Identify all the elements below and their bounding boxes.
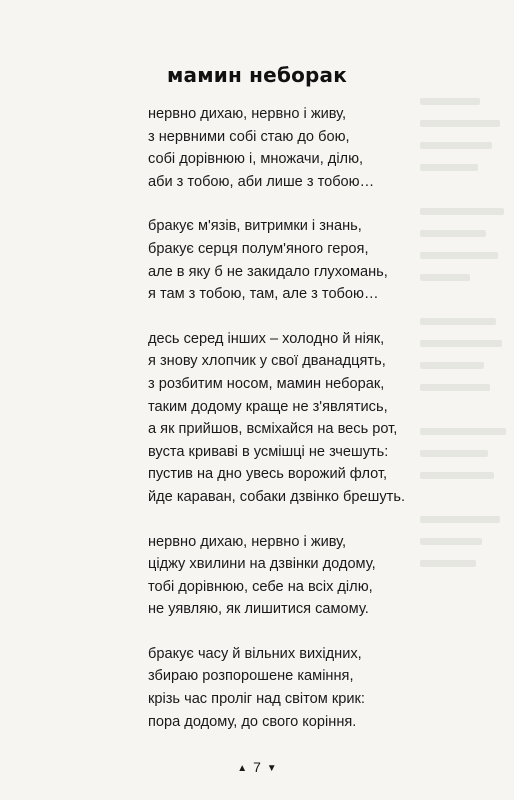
- poem-title: мамин неборак: [166, 63, 348, 87]
- poem-line: з нервними собі стаю до бою,: [148, 128, 350, 145]
- poem-line: ціджу хвилини на дзвінки додому,: [148, 556, 376, 573]
- page-folio: [0, 759, 514, 775]
- poem-line: бракує часу й вільних вихідних,: [148, 645, 362, 662]
- poem-line: вуста криваві в усмішці не зчешуть:: [148, 443, 389, 460]
- poem-line: аби з тобою, аби лише з тобою…: [148, 173, 375, 190]
- triangle-down-icon: ▼: [266, 763, 277, 774]
- poem-line: собі дорівнюю і, множачи, ділю,: [148, 151, 364, 168]
- poem-body: [148, 103, 438, 755]
- poem-line: нервно дихаю, нервно і живу,: [148, 533, 347, 550]
- poem-line: десь серед інших – холодно й ніяк,: [148, 330, 385, 347]
- poem-line: збираю розпорошене каміння,: [148, 668, 354, 685]
- stanza-5: [148, 643, 438, 733]
- poem-line: крізь час проліг над світом крик:: [148, 691, 365, 708]
- poem-line: таким додому краще не з'являтись,: [148, 398, 388, 415]
- poem-line: нервно дихаю, нервно і живу,: [148, 106, 347, 122]
- poem-line: а як прийшов, всміхайся на весь рот,: [148, 421, 398, 438]
- poem-line: але в яку б не закидало глухомань,: [148, 263, 388, 280]
- poem-line: тобі дорівнюю, себе на всіх ділю,: [148, 578, 373, 595]
- page-number: 7: [253, 759, 261, 775]
- poem-line: я там з тобою, там, але з тобою…: [148, 286, 379, 303]
- poem-line: не уявляю, як лишитися самому.: [148, 601, 369, 618]
- stanza-2: [148, 215, 438, 305]
- poem-line: пора додому, до свого коріння.: [148, 713, 357, 730]
- poem-line: бракує м'язів, витримки і знань,: [148, 218, 362, 235]
- triangle-up-icon: ▲: [237, 763, 248, 774]
- stanza-1: [148, 103, 438, 193]
- poem-line: з розбитим носом, мамин неборак,: [148, 375, 385, 392]
- poem-line: бракує серця полум'яного героя,: [148, 240, 369, 257]
- stanza-3: [148, 328, 438, 509]
- poem-line: я знову хлопчик у свої дванадцять,: [148, 353, 386, 370]
- stanza-4: [148, 531, 438, 621]
- poem-line: пустив на дно увесь ворожий флот,: [148, 466, 388, 483]
- poem-line: йде караван, собаки дзвінко брешуть.: [148, 488, 405, 505]
